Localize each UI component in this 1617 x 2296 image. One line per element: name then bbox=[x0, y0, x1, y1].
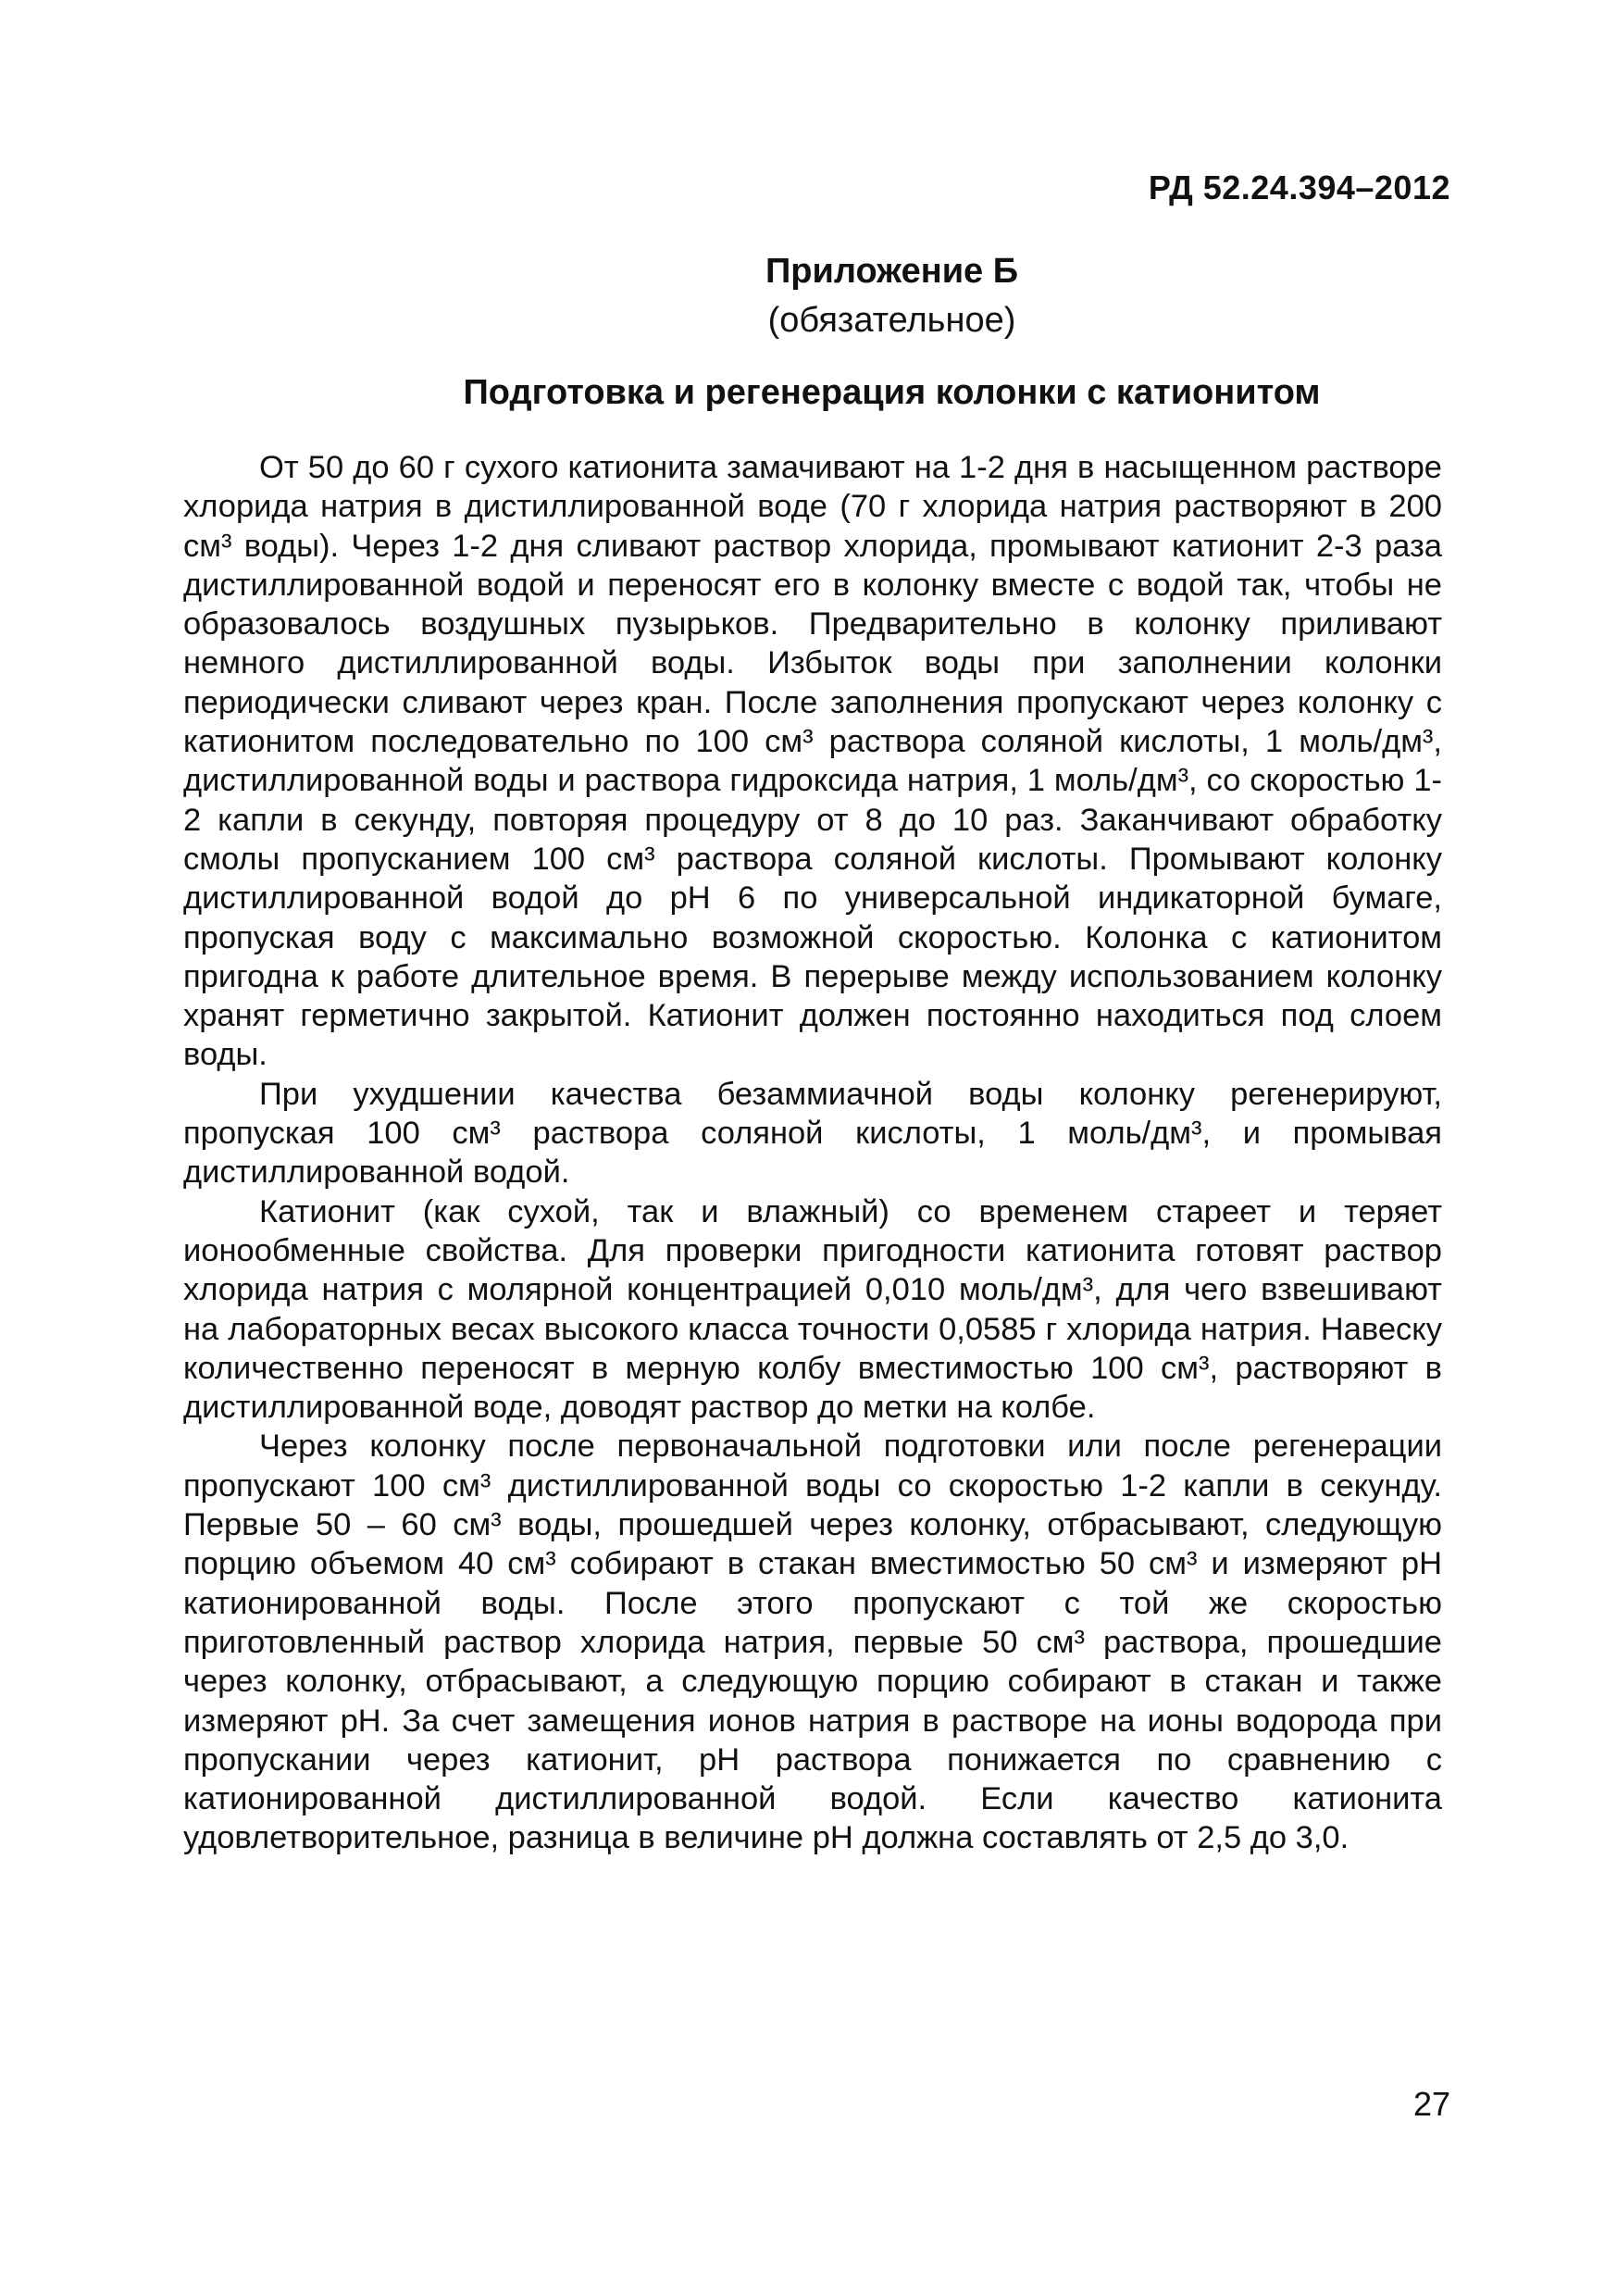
paragraph-suitability-check: Катионит (как сухой, так и влажный) со временем стареет и теряет ионообменные свойства. Для проверки пригодности катионита готовят раствор хлорида натрия с молярной концентрацией 0,010 моль/дм³, для чего взвешивают на лабораторных весах высокого класса точности 0,0585 г хлорида натрия. Навеску количественно переносят в мерную колбу вместимостью 100 см³, растворяют в дистиллированной воде, доводят раствор до метки на колбе. bbox=[183, 1193, 1442, 1426]
appendix-title: Приложение Б bbox=[765, 252, 1019, 291]
paragraph-regeneration: При ухудшении качества безаммиачной воды колонку регенерируют, пропуская 100 см³ раствора соляной кислоты, 1 моль/дм³, и промывая дистиллированной водой. bbox=[183, 1076, 1442, 1191]
page-number: 27 bbox=[1412, 2085, 1450, 2123]
paragraph-preparation: От 50 до 60 г сухого катионита замачивают на 1-2 дня в насыщенном растворе хлорида натрия в дистиллированной воде (70 г хлорида натрия растворяют в 200 см³ воды). Через 1-2 дня сливают раствор хлорида, промывают катионит 2-3 раза дистиллированной водой и переносят его в колонку вместе с водой так, чтобы не образовалось воздушных пузырьков. Предварительно в колонку приливают немного дистиллированной воды. Избыток воды при заполнении колонки периодически сливают через кран. После заполнения пропускают через колонку с катионитом последовательно по 100 см³ раствора соляной кислоты, 1 моль/дм³, дистиллированной воды и раствора гидроксида натрия, 1 моль/дм³, со скоростью 1-2 капли в секунду, повторяя процедуру от 8 до 10 раз. Заканчивают обработку смолы пропусканием 100 см³ раствора соляной кислоты. Промывают колонку дистиллированной водой до рН 6 по универсальной индикаторной бумаге, пропуская воду с максимально возможной скоростью. Колонка с катионитом пригодна к работе длительное время. В перерыве между использованием колонку хранят герметично закрытой. Катионит должен постоянно находиться под слоем воды. bbox=[183, 450, 1442, 1073]
section-title: Подготовка и регенерация колонки с катионитом bbox=[463, 373, 1321, 412]
document-code: РД 52.24.394–2012 bbox=[1148, 168, 1450, 206]
paragraph-ph-test: Через колонку после первоначальной подготовки или после регенерации пропускают 100 см³ дистиллированной воды со скоростью 1-2 капли в секунду. Первые 50 – 60 см³ воды, прошедшей через колонку, отбрасывают, следующую порцию объемом 40 см³ собирают в стакан вместимостью 50 см³ и измеряют рН катионированной воды. После этого пропускают с той же скоростью приготовленный раствор хлорида натрия, первые 50 см³ раствора, прошедшие через колонку, отбрасывают, а следующую порцию собирают в стакан и также измеряют рН. За счет замещения ионов натрия в растворе на ионы водорода при пропускании через катионит, рН раствора понижается по сравнению с катионированной дистиллированной водой. Если качество катионита удовлетворительное, разница в величине рН должна составлять от 2,5 до 3,0. bbox=[183, 1429, 1442, 1856]
body-text bbox=[183, 448, 1442, 1858]
appendix-status: (обязательное) bbox=[767, 301, 1016, 340]
